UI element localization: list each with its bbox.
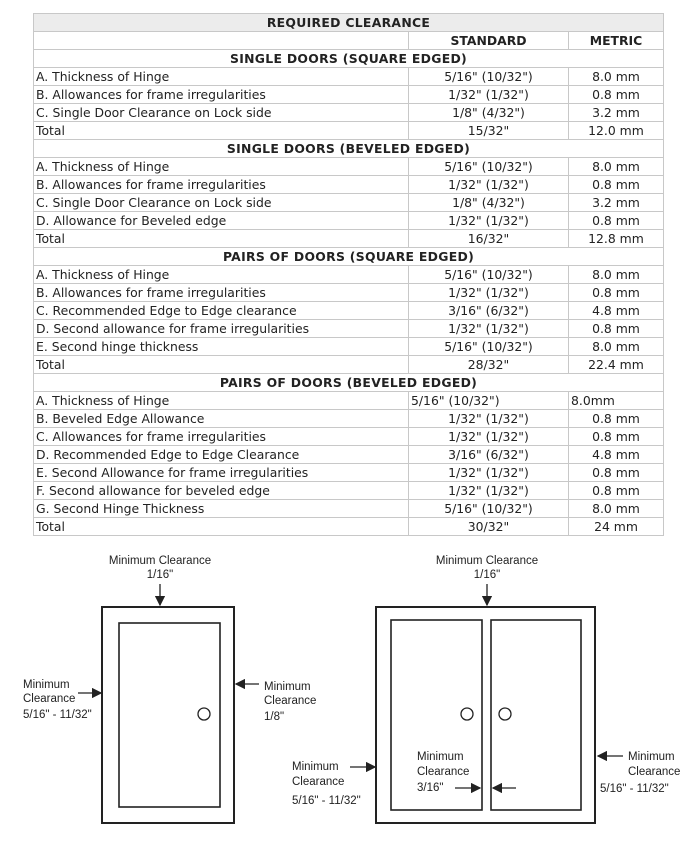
row-metric: 0.8 mm — [569, 212, 664, 230]
row-label: A. Thickness of Hinge — [34, 158, 409, 176]
pair-center-label-3: 3/16" — [417, 782, 444, 794]
row-standard: 3/16" (6/32") — [409, 302, 569, 320]
table-row — [34, 338, 664, 356]
pair-left-label-3: 5/16" - 11/32" — [292, 795, 361, 807]
row-metric: 24 mm — [569, 518, 664, 536]
section-heading-row — [34, 248, 664, 266]
total-row — [34, 356, 664, 374]
row-standard: 5/16" (10/32") — [409, 500, 569, 518]
row-metric: 0.8 mm — [569, 410, 664, 428]
row-standard: 15/32" — [409, 122, 569, 140]
row-standard: 5/16" (10/32") — [409, 266, 569, 284]
clearance-table-body — [34, 14, 664, 536]
row-label: A. Thickness of Hinge — [34, 266, 409, 284]
pair-door-right-leaf — [491, 620, 581, 810]
section-heading: SINGLE DOORS (BEVELED EDGED) — [34, 140, 664, 158]
row-metric: 0.8 mm — [569, 482, 664, 500]
row-metric: 12.0 mm — [569, 122, 664, 140]
row-label: Total — [34, 122, 409, 140]
row-label: C. Recommended Edge to Edge clearance — [34, 302, 409, 320]
row-standard: 1/32" (1/32") — [409, 482, 569, 500]
row-standard: 1/8" (4/32") — [409, 104, 569, 122]
table-row — [34, 392, 664, 410]
row-standard: 28/32" — [409, 356, 569, 374]
pair-left-label-2: Clearance — [292, 776, 345, 788]
pair-right-label-3: 5/16" - 11/32" — [600, 783, 669, 795]
row-label: A. Thickness of Hinge — [34, 392, 409, 410]
row-metric: 8.0 mm — [569, 158, 664, 176]
row-label: B. Beveled Edge Allowance — [34, 410, 409, 428]
pair-top-label-1: Minimum Clearance — [435, 555, 539, 567]
single-top-label-1: Minimum Clearance — [108, 555, 212, 567]
pair-left-label-1: Minimum — [292, 761, 339, 773]
table-row — [34, 212, 664, 230]
pair-right-label-1: Minimum — [628, 751, 675, 763]
table-row — [34, 302, 664, 320]
total-row — [34, 230, 664, 248]
row-standard: 5/16" (10/32") — [409, 158, 569, 176]
row-metric: 8.0mm — [569, 392, 664, 410]
row-metric: 8.0 mm — [569, 266, 664, 284]
row-label: C. Single Door Clearance on Lock side — [34, 104, 409, 122]
row-label: D. Allowance for Beveled edge — [34, 212, 409, 230]
single-top-label-2: 1/16" — [146, 569, 174, 581]
row-standard: 5/16" (10/32") — [409, 338, 569, 356]
row-metric: 0.8 mm — [569, 320, 664, 338]
door-clearance-diagrams — [0, 540, 692, 854]
total-row — [34, 122, 664, 140]
row-standard: 1/32" (1/32") — [409, 320, 569, 338]
total-row — [34, 518, 664, 536]
row-label: Total — [34, 356, 409, 374]
section-heading: PAIRS OF DOORS (SQUARE EDGED) — [34, 248, 664, 266]
row-metric: 0.8 mm — [569, 284, 664, 302]
row-metric: 0.8 mm — [569, 176, 664, 194]
pair-center-label-2: Clearance — [417, 766, 470, 778]
row-label: A. Thickness of Hinge — [34, 68, 409, 86]
row-standard: 1/32" (1/32") — [409, 176, 569, 194]
section-heading-row — [34, 140, 664, 158]
row-standard: 1/32" (1/32") — [409, 284, 569, 302]
table-row — [34, 500, 664, 518]
single-left-label-3: 5/16" - 11/32" — [23, 709, 92, 721]
pair-door-left-knob — [461, 708, 473, 720]
section-heading-row — [34, 50, 664, 68]
section-heading: SINGLE DOORS (SQUARE EDGED) — [34, 50, 664, 68]
single-left-label-2: Clearance — [23, 693, 76, 705]
row-metric: 3.2 mm — [569, 194, 664, 212]
row-standard: 1/32" (1/32") — [409, 464, 569, 482]
row-metric: 0.8 mm — [569, 86, 664, 104]
row-metric: 4.8 mm — [569, 302, 664, 320]
clearance-table — [33, 13, 664, 536]
table-row — [34, 68, 664, 86]
table-row — [34, 194, 664, 212]
row-metric: 22.4 mm — [569, 356, 664, 374]
row-label: E. Second hinge thickness — [34, 338, 409, 356]
row-standard: 1/32" (1/32") — [409, 410, 569, 428]
row-standard: 30/32" — [409, 518, 569, 536]
row-standard: 1/8" (4/32") — [409, 194, 569, 212]
row-standard: 1/32" (1/32") — [409, 428, 569, 446]
column-header-metric: METRIC — [569, 32, 664, 50]
column-header-empty — [34, 32, 409, 50]
row-standard: 1/32" (1/32") — [409, 86, 569, 104]
row-label: Total — [34, 230, 409, 248]
single-door-knob — [198, 708, 210, 720]
table-row — [34, 428, 664, 446]
row-metric: 8.0 mm — [569, 68, 664, 86]
row-label: B. Allowances for frame irregularities — [34, 176, 409, 194]
table-row — [34, 176, 664, 194]
table-row — [34, 464, 664, 482]
row-metric: 0.8 mm — [569, 464, 664, 482]
single-door-diagram — [23, 555, 316, 823]
row-label: C. Single Door Clearance on Lock side — [34, 194, 409, 212]
row-metric: 8.0 mm — [569, 338, 664, 356]
table-title-row — [34, 14, 664, 32]
row-metric: 3.2 mm — [569, 104, 664, 122]
column-header-standard: STANDARD — [409, 32, 569, 50]
table-row — [34, 410, 664, 428]
row-metric: 4.8 mm — [569, 446, 664, 464]
row-metric: 0.8 mm — [569, 428, 664, 446]
row-label: E. Second Allowance for frame irregularities — [34, 464, 409, 482]
table-row — [34, 266, 664, 284]
pair-door-diagram — [292, 555, 680, 823]
table-row — [34, 284, 664, 302]
single-door-leaf — [119, 623, 220, 807]
pair-door-frame — [376, 607, 595, 823]
row-standard: 1/32" (1/32") — [409, 212, 569, 230]
row-label: B. Allowances for frame irregularities — [34, 284, 409, 302]
single-door-frame — [102, 607, 234, 823]
row-label: D. Recommended Edge to Edge Clearance — [34, 446, 409, 464]
pair-right-label-2: Clearance — [628, 766, 681, 778]
pair-top-label-2: 1/16" — [473, 569, 501, 581]
single-left-label-1: Minimum — [23, 679, 70, 691]
row-label: D. Second allowance for frame irregularities — [34, 320, 409, 338]
row-label: F. Second allowance for beveled edge — [34, 482, 409, 500]
row-standard: 16/32" — [409, 230, 569, 248]
pair-center-label-1: Minimum — [417, 751, 464, 763]
table-title: REQUIRED CLEARANCE — [34, 14, 664, 32]
single-right-label-1: Minimum — [264, 681, 311, 693]
table-row — [34, 320, 664, 338]
table-row — [34, 158, 664, 176]
row-standard: 5/16" (10/32") — [409, 392, 569, 410]
row-standard: 5/16" (10/32") — [409, 68, 569, 86]
row-label: Total — [34, 518, 409, 536]
row-label: B. Allowances for frame irregularities — [34, 86, 409, 104]
table-row — [34, 104, 664, 122]
table-row — [34, 86, 664, 104]
single-right-label-2: Clearance — [264, 695, 317, 707]
column-header-row — [34, 32, 664, 50]
section-heading-row — [34, 374, 664, 392]
pair-door-right-knob — [499, 708, 511, 720]
row-label: G. Second Hinge Thickness — [34, 500, 409, 518]
row-metric: 12.8 mm — [569, 230, 664, 248]
row-metric: 8.0 mm — [569, 500, 664, 518]
section-heading: PAIRS OF DOORS (BEVELED EDGED) — [34, 374, 664, 392]
row-label: C. Allowances for frame irregularities — [34, 428, 409, 446]
table-row — [34, 482, 664, 500]
single-right-label-3: 1/8" — [264, 711, 285, 723]
row-standard: 3/16" (6/32") — [409, 446, 569, 464]
table-row — [34, 446, 664, 464]
